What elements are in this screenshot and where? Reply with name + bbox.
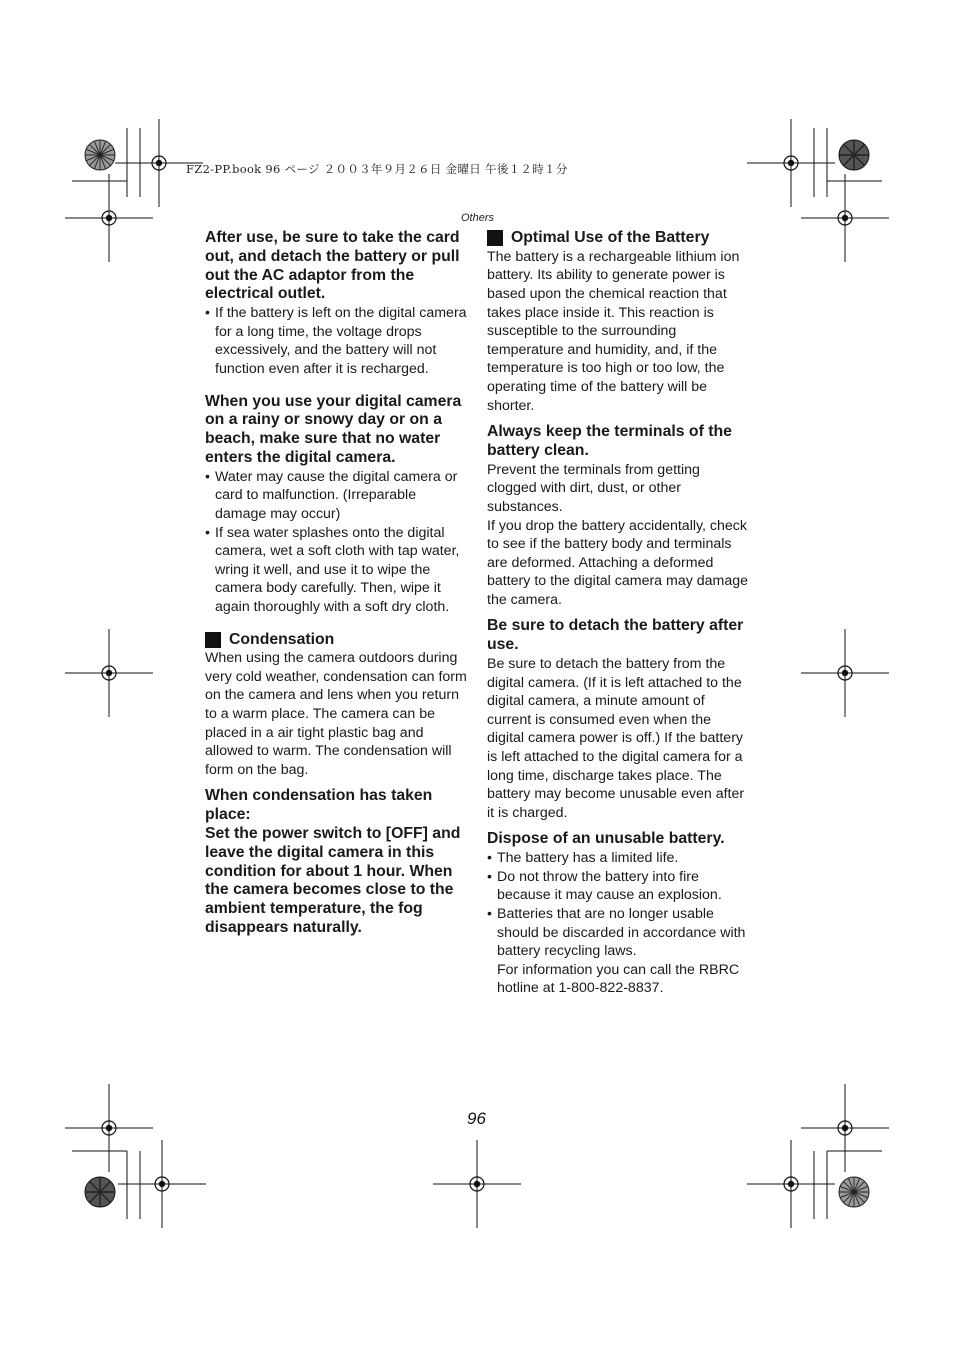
heading-condensation-taken-place: When condensation has taken place: — [205, 787, 433, 824]
bullet-water-malfunction: • Water may cause the digital camera or card to malfunction. (Irreparable damage may occur) — [205, 468, 467, 524]
section-condensation-title: Condensation — [229, 630, 335, 648]
heading-terminals: Always keep the terminals of the battery clean. — [487, 423, 732, 459]
heading-detach: Be sure to detach the battery after use. — [487, 617, 744, 654]
section-condensation — [205, 631, 467, 650]
paragraph-detach: Be sure to detach the battery from the digital camera. (If it is left attached to the digital camera, a minute amount of current is consumed even when the digital camera power is off.) If the battery is left attached to the digital camera for a long time, discharge takes place. The battery may become unusable even after it is charged. — [487, 656, 745, 821]
instruction-power-switch: Set the power switch to [OFF] and leave the digital camera in this condition for about 1 hour. When the camera becomes close to the ambient temperature, the fog disappears naturally. — [205, 825, 461, 937]
section-battery — [487, 229, 749, 248]
section-label: Others — [461, 212, 495, 224]
bullet-recycling: • Batteries that are no longer usable should be discarded in accordance with battery recycling laws. — [487, 905, 749, 961]
page-number: 96 — [467, 1109, 486, 1128]
rbrc-hotline: For information you can call the RBRC hotline at 1-800-822-8837. — [497, 961, 740, 997]
bullet-sea-water: • If sea water splashes onto the digital camera, wet a soft cloth with tap water, wring it well, and use it to wipe the camera body carefully. Then, wipe it again thoroughly with a soft dry cloth. — [205, 524, 467, 617]
heading-rainy-day: When you use your digital camera on a rainy or snowy day or on a beach, make sure that no water enters the digital camera. — [205, 392, 462, 466]
bullet-limited-life: • The battery has a limited life. — [487, 849, 749, 868]
print-file-info: FZ2-PP.book 96 ページ ２００３年９月２６日 金曜日 午後１２時１分 — [186, 162, 568, 176]
left-column — [205, 229, 467, 938]
bullet-no-fire: • Do not throw the battery into fire because it may cause an explosion. — [487, 868, 749, 905]
paragraph-terminals-1: Prevent the terminals from getting clogged with dirt, dust, or other substances. — [487, 461, 700, 515]
section-battery-title: Optimal Use of the Battery — [511, 229, 710, 246]
paragraph-terminals-2: If you drop the battery accidentally, check to see if the battery body and terminals are deformed. Attaching a deformed battery to the digital camera may damage the camera. — [487, 517, 749, 608]
heading-after-use: After use, be sure to take the card out, and detach the battery or pull out the AC adaptor from the electrical outlet. — [205, 229, 460, 303]
paragraph-condensation: When using the camera outdoors during very cold weather, condensation can form on the camera and lens when you return to a warm place. The camera can be placed in a air tight plastic bag and allowed to warm. The condensation will form on the bag. — [205, 650, 467, 778]
heading-dispose: Dispose of an unusable battery. — [487, 830, 725, 848]
paragraph-battery: The battery is a rechargeable lithium ion battery. Its ability to generate power is based upon the chemical reaction that takes place inside it. This reaction is susceptible to the surrounding temperature and humidity, and, if the temperature is too high or too low, the operating time of the battery will be shorter. — [487, 248, 740, 414]
bullet-battery-left-on: • If the battery is left on the digital camera for a long time, the voltage drops excessively, and the battery will not function even after it is recharged. — [205, 304, 467, 378]
section-square-icon — [487, 230, 503, 246]
section-square-icon — [205, 632, 221, 648]
right-column — [487, 229, 749, 998]
